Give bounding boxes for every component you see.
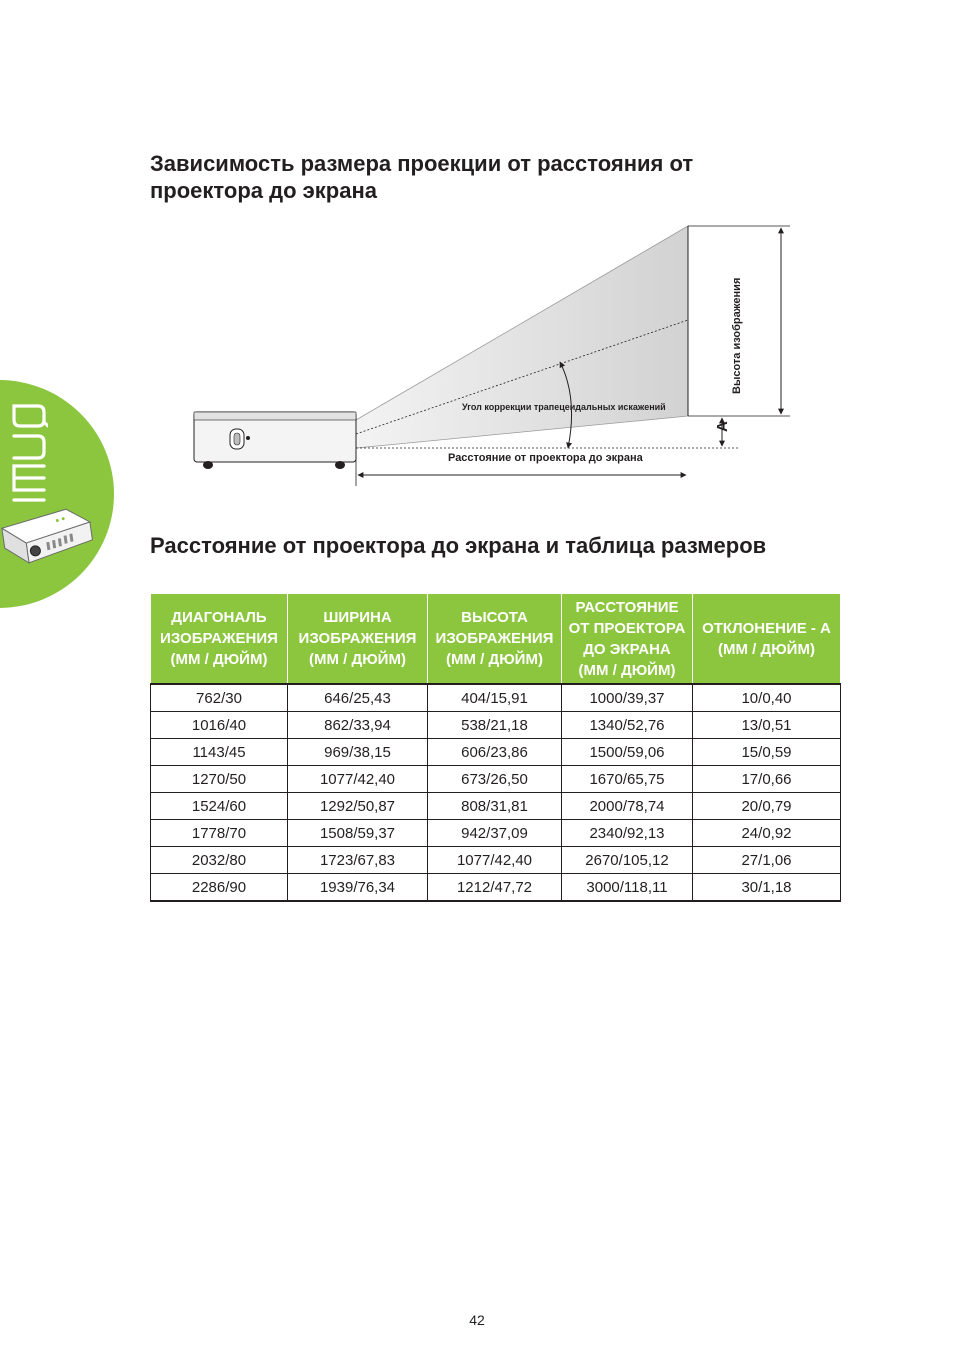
cell-width: 1723/67,83: [288, 847, 428, 874]
cell-offset: 30/1,18: [693, 874, 841, 902]
header-width: ШИРИНА ИЗОБРАЖЕНИЯ (ММ / ДЮЙМ): [288, 594, 428, 685]
cell-width: 969/38,15: [288, 739, 428, 766]
projection-diagram: [150, 220, 810, 490]
cell-diagonal: 1016/40: [151, 712, 288, 739]
cell-width: 1939/76,34: [288, 874, 428, 902]
cell-diagonal: 1270/50: [151, 766, 288, 793]
cell-height: 404/15,91: [428, 684, 562, 712]
cell-width: 1077/42,40: [288, 766, 428, 793]
height-label: Высота изображения: [731, 277, 743, 394]
cell-diagonal: 2032/80: [151, 847, 288, 874]
section-title-size-table: Расстояние от проектора до экрана и таблица размеров: [150, 533, 767, 558]
cell-offset: 20/0,79: [693, 793, 841, 820]
table-row: [151, 874, 841, 902]
cell-height: 942/37,09: [428, 820, 562, 847]
cell-offset: 24/0,92: [693, 820, 841, 847]
cell-width: 1292/50,87: [288, 793, 428, 820]
header-diagonal: ДИАГОНАЛЬ ИЗОБРАЖЕНИЯ (ММ / ДЮЙМ): [151, 594, 288, 685]
qumi-logo: [8, 398, 48, 508]
table-header-row: [151, 594, 841, 685]
table-row: [151, 847, 841, 874]
cell-diagonal: 1143/45: [151, 739, 288, 766]
cell-distance: 1500/59,06: [562, 739, 693, 766]
cell-diagonal: 1524/60: [151, 793, 288, 820]
cell-distance: 1340/52,76: [562, 712, 693, 739]
table-row: [151, 712, 841, 739]
table-row: [151, 766, 841, 793]
cell-diagonal: 1778/70: [151, 820, 288, 847]
cell-offset: 27/1,06: [693, 847, 841, 874]
projector-thumbnail: [0, 500, 96, 580]
cell-offset: 13/0,51: [693, 712, 841, 739]
projector-icon: [194, 412, 356, 469]
cell-height: 1077/42,40: [428, 847, 562, 874]
table-row: [151, 793, 841, 820]
table-row: [151, 684, 841, 712]
cell-offset: 15/0,59: [693, 739, 841, 766]
header-offset: ОТКЛОНЕНИЕ - А (ММ / ДЮЙМ): [693, 594, 841, 685]
cell-distance: 1000/39,37: [562, 684, 693, 712]
page-number: 42: [469, 1312, 485, 1328]
cell-height: 808/31,81: [428, 793, 562, 820]
cell-offset: 17/0,66: [693, 766, 841, 793]
cell-width: 862/33,94: [288, 712, 428, 739]
cell-distance: 3000/118,11: [562, 874, 693, 902]
table-row: [151, 820, 841, 847]
cell-offset: 10/0,40: [693, 684, 841, 712]
cell-width: 646/25,43: [288, 684, 428, 712]
cell-distance: 2670/105,12: [562, 847, 693, 874]
header-height: ВЫСОТА ИЗОБРАЖЕНИЯ (ММ / ДЮЙМ): [428, 594, 562, 685]
cell-diagonal: 2286/90: [151, 874, 288, 902]
offset-label: A: [714, 421, 731, 432]
distance-label: Расстояние от проектора до экрана: [448, 452, 643, 464]
size-table: [150, 593, 841, 902]
cell-height: 1212/47,72: [428, 874, 562, 902]
cell-distance: 2340/92,13: [562, 820, 693, 847]
projection-beam: [356, 226, 688, 448]
cell-distance: 2000/78,74: [562, 793, 693, 820]
cell-width: 1508/59,37: [288, 820, 428, 847]
table-row: [151, 739, 841, 766]
section-title-projection-size: Зависимость размера проекции от расстояния от проектора до экрана: [150, 151, 694, 203]
header-distance: РАССТОЯНИЕ ОТ ПРОЕКТОРА ДО ЭКРАНА (ММ / ДЮЙМ): [562, 594, 693, 685]
cell-height: 538/21,18: [428, 712, 562, 739]
cell-height: 673/26,50: [428, 766, 562, 793]
keystone-label: Угол коррекции трапецеидальных искажений: [462, 402, 666, 412]
cell-diagonal: 762/30: [151, 684, 288, 712]
cell-height: 606/23,86: [428, 739, 562, 766]
cell-distance: 1670/65,75: [562, 766, 693, 793]
